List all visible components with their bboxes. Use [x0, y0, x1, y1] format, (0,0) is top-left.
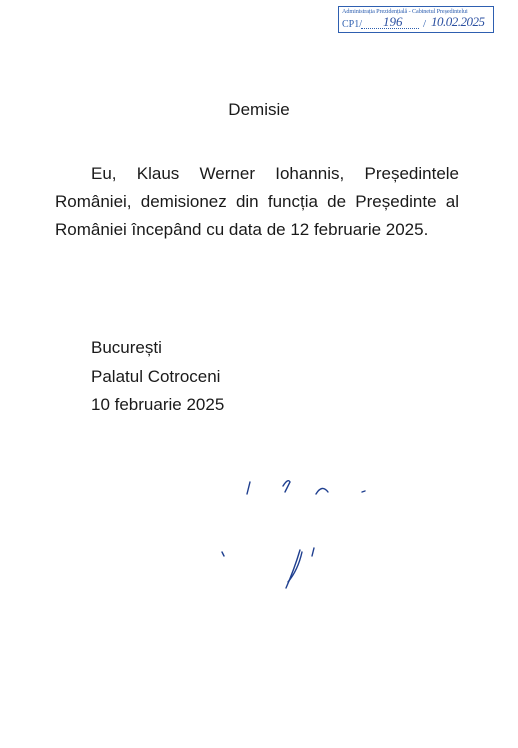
paragraph-text: Eu, Klaus Werner Iohannis, Președintele României, demisionez din funcția de Președinte al României începând cu data de 12 februarie 2025.: [55, 164, 459, 239]
stamp-header: Administrația Prezidențială - Cabinetul Președintelui: [342, 8, 468, 15]
signature-stroke: [222, 552, 224, 556]
stamp-date: 10.02.2025: [431, 14, 485, 29]
registration-stamp: [338, 6, 494, 33]
signature-stroke: [247, 482, 250, 494]
place-city: București: [91, 338, 162, 357]
signing-date: 10 februarie 2025: [91, 395, 225, 414]
place-and-date-block: [91, 334, 224, 420]
place-building: Palatul Cotroceni: [91, 366, 221, 386]
stamp-registration-row: [339, 16, 493, 32]
stamp-separator: /: [423, 18, 427, 30]
signature-stroke: [316, 488, 328, 494]
signature-stroke: [283, 481, 290, 492]
handwritten-signature: [210, 470, 390, 600]
signature-stroke: [362, 491, 365, 492]
stamp-prefix: CP1/: [342, 19, 363, 30]
signature-stroke: [312, 548, 314, 556]
document-title: Demisie: [228, 100, 290, 119]
stamp-registration-number: 196: [383, 14, 403, 29]
resignation-paragraph: [55, 160, 459, 244]
